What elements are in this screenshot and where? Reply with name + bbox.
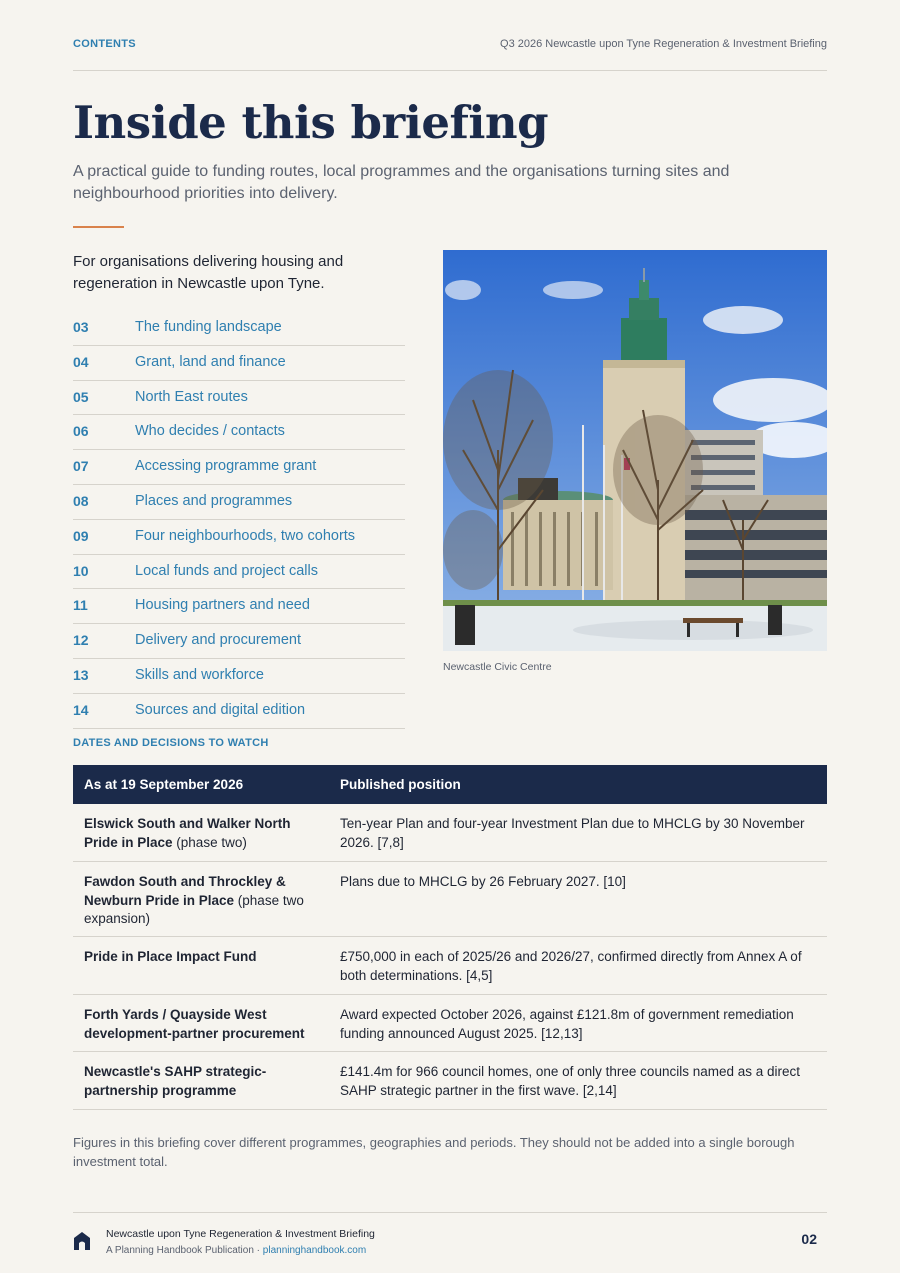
toc-item[interactable] (73, 381, 405, 416)
toc-item[interactable] (73, 450, 405, 485)
toc-item[interactable] (73, 520, 405, 555)
toc-page-number: 04 (73, 353, 89, 370)
table-row (73, 937, 827, 995)
toc-page-number: 05 (73, 388, 89, 405)
column-header: Published position (340, 777, 461, 792)
toc-link[interactable]: Delivery and procurement (135, 632, 302, 649)
toc-page-number: 12 (73, 632, 89, 649)
row-position: Award expected October 2026, against £121.8m of government remediation funding announced August 2025. [12,13] (340, 1007, 794, 1041)
row-position: Plans due to MHCLG by 26 February 2027. [10] (340, 874, 626, 889)
toc-page-number: 14 (73, 701, 89, 718)
table-row (73, 995, 827, 1052)
column-header: As at 19 September 2026 (84, 777, 244, 792)
row-name: Fawdon South and Throckley & Newburn Pride in Place (phase two expansion) (84, 874, 304, 926)
toc-link[interactable]: Places and programmes (135, 492, 293, 509)
toc-link[interactable]: Housing partners and need (135, 597, 310, 614)
toc-link[interactable]: Local funds and project calls (135, 562, 318, 579)
row-name: Newcastle's SAHP strategic-partnership programme (84, 1064, 267, 1098)
publication-title: Q3 2026 Newcastle upon Tyne Regeneration & Investment Briefing (500, 38, 827, 50)
toc-link[interactable]: Skills and workforce (135, 666, 264, 683)
website-link[interactable]: planninghandbook.com (262, 1245, 367, 1256)
toc-page-number: 10 (73, 562, 89, 579)
toc-item[interactable] (73, 624, 405, 659)
table-header (73, 765, 827, 804)
toc-page-number: 07 (73, 458, 89, 475)
row-position: £141.4m for 966 council homes, one of only three councils named as a direct SAHP strategic partner in the first wave. [2,14] (340, 1064, 801, 1098)
toc-link[interactable]: North East routes (135, 388, 248, 405)
toc-link[interactable]: Who decides / contacts (135, 423, 285, 440)
toc-page-number: 03 (73, 319, 89, 335)
dates-heading: DATES AND DECISIONS TO WATCH (73, 737, 269, 749)
footer-publisher: A Planning Handbook Publication · planninghandbook.com (106, 1245, 367, 1256)
toc-page-number: 09 (73, 527, 89, 544)
accent-divider (73, 226, 124, 228)
table-row (73, 1052, 827, 1110)
intro-text: A practical guide to funding routes, local programmes and the organisations turning sites and neighbourhood priorities into delivery. (73, 163, 730, 202)
footer-title: Newcastle upon Tyne Regeneration & Investment Briefing (106, 1228, 375, 1240)
toc-item[interactable] (73, 415, 405, 450)
toc-link[interactable]: Four neighbourhoods, two cohorts (135, 527, 356, 544)
table-row (73, 804, 827, 862)
toc-link[interactable]: Sources and digital edition (135, 701, 306, 718)
table-row (73, 862, 827, 937)
audience-text: For organisations delivering housing and regeneration in Newcastle upon Tyne. (73, 253, 344, 292)
toc-page-number: 11 (73, 597, 88, 614)
row-name: Elswick South and Walker North Pride in Place (phase two) (84, 816, 291, 850)
footnote: Figures in this briefing cover different programmes, geographies and periods. They should not be added into a single borough investment total. (73, 1135, 795, 1169)
toc-item[interactable] (73, 589, 405, 624)
footer-divider (73, 1212, 827, 1213)
toc-link[interactable]: Accessing programme grant (135, 458, 317, 475)
row-position: £750,000 in each of 2025/26 and 2026/27, confirmed directly from Annex A of both determinations. [4,5] (340, 949, 802, 983)
toc-item[interactable] (73, 485, 405, 520)
section-label: CONTENTS (73, 38, 136, 50)
toc-item[interactable] (73, 555, 405, 590)
photo-caption: Newcastle Civic Centre (443, 661, 552, 673)
page-number: 02 (801, 1231, 817, 1247)
house-arch-icon (73, 1231, 91, 1251)
toc-item[interactable] (73, 346, 405, 381)
row-name: Pride in Place Impact Fund (84, 949, 257, 964)
toc-link[interactable]: Grant, land and finance (135, 353, 286, 370)
toc-item[interactable] (73, 694, 405, 729)
toc-page-number: 13 (73, 666, 89, 683)
page-title: Inside this briefing (73, 96, 549, 149)
toc-item[interactable] (73, 311, 405, 346)
row-position: Ten-year Plan and four-year Investment Plan due to MHCLG by 30 November 2026. [7,8] (340, 816, 805, 850)
toc-item[interactable] (73, 659, 405, 694)
toc-page-number: 08 (73, 492, 89, 509)
toc-link[interactable]: The funding landscape (135, 319, 282, 335)
dates-table (73, 765, 827, 1110)
header-divider (73, 70, 827, 71)
running-header (73, 38, 827, 58)
row-name: Forth Yards / Quayside West development-partner procurement (84, 1007, 305, 1041)
toc-page-number: 06 (73, 423, 89, 440)
table-of-contents (73, 311, 405, 729)
civic-centre-photo (443, 250, 827, 651)
